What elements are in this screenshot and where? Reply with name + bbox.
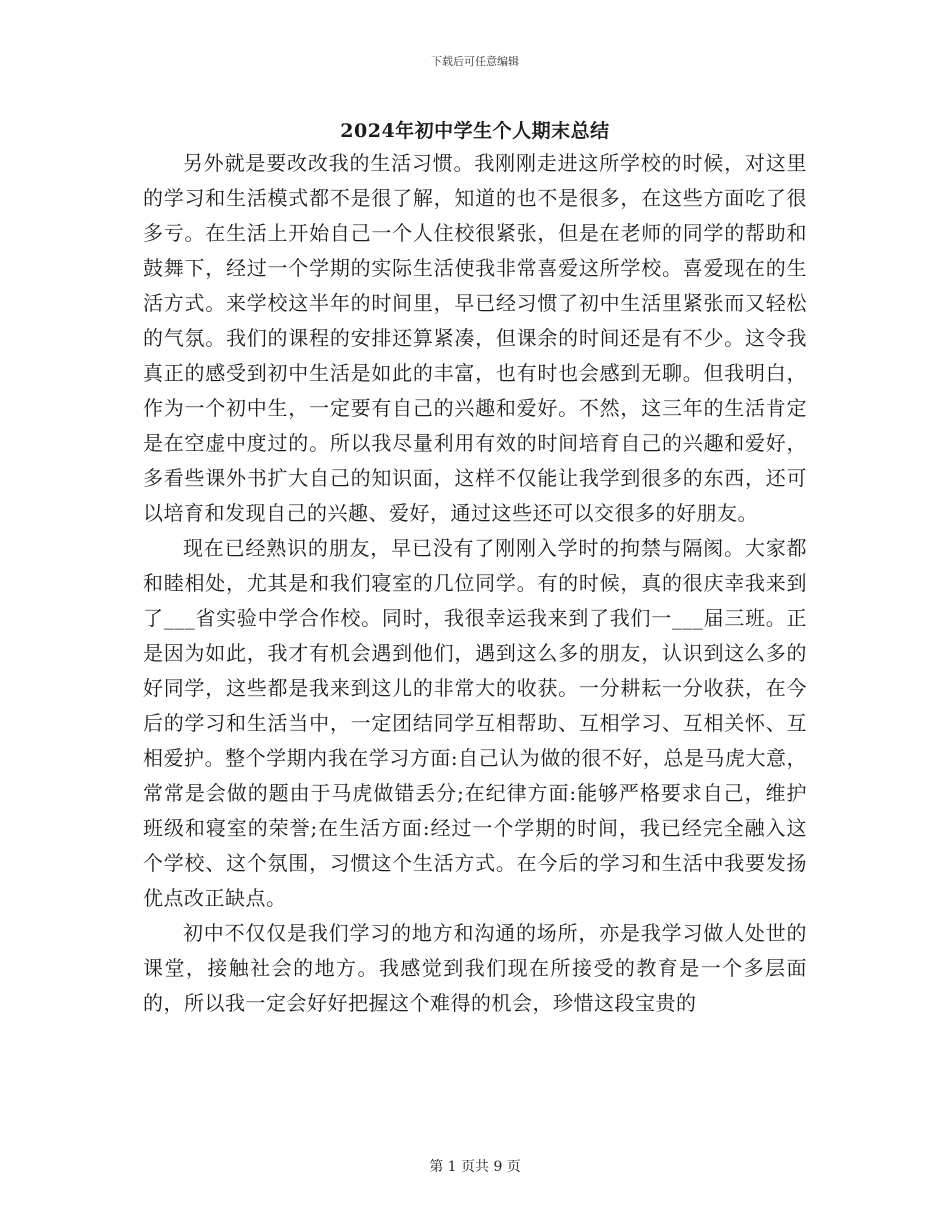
paragraph: 另外就是要改改我的生活习惯。我刚刚走进这所学校的时候，对这里的学习和生活模式都不是很了解，知道的也不是很多，在这些方面吃了很多亏。在生活上开始自己一个人住校很紧张，但是在老师的同学的帮助和鼓舞下，经过一个学期的实际生活使我非常喜爱这所学校。喜爱现在的生活方式。来学校这半年的时间里，早已经习惯了初中生活里紧张而又轻松的气氛。我们的课程的安排还算紧凑，但课余的时间还是有不少。这令我真正的感受到初中生活是如此的丰富，也有时也会感到无聊。但我明白，作为一个初中生，一定要有自己的兴趣和爱好。不然，这三年的生活肯定是在空虚中度过的。所以我尽量利用有效的时间培育自己的兴趣和爱好，多看些课外书扩大自己的知识面，这样不仅能让我学到很多的东西，还可以培育和发现自己的兴趣、爱好，通过这些还可以交很多的好朋友。 bbox=[143, 151, 807, 525]
document-title: 2024年初中学生个人期末总结 bbox=[340, 120, 610, 142]
page-indicator: 第 1 页共 9 页 bbox=[429, 1159, 521, 1175]
paragraph: 现在已经熟识的朋友，早已没有了刚刚入学时的拘禁与隔阂。大家都和睦相处，尤其是和我们寝室的几位同学。有的时候，真的很庆幸我来到了___省实验中学合作校。同时，我很幸运我来到了我们一___届三班。正是因为如此，我才有机会遇到他们，遇到这么多的朋友，认识到这么多的好同学，这些都是我来到这儿的非常大的收获。一分耕耘一分收获，在今后的学习和生活当中，一定团结同学互相帮助、互相学习、互相关怀、互相爱护。整个学期内我在学习方面:自己认为做的很不好，总是马虎大意，常常是会做的题由于马虎做错丢分;在纪律方面:能够严格要求自己，维护班级和寝室的荣誉;在生活方面:经过一个学期的时间，我已经完全融入这个学校、这个氛围，习惯这个生活方式。在今后的学习和生活中我要发扬优点改正缺点。 bbox=[143, 536, 807, 910]
document-body bbox=[143, 146, 807, 1021]
header-note: 下载后可任意编辑 bbox=[431, 55, 519, 68]
paragraph: 初中不仅仅是我们学习的地方和沟通的场所，亦是我学习做人处世的课堂，接触社会的地方。我感觉到我们现在所接受的教育是一个多层面的，所以我一定会好好把握这个难得的机会，珍惜这段宝贵的 bbox=[143, 921, 807, 1015]
